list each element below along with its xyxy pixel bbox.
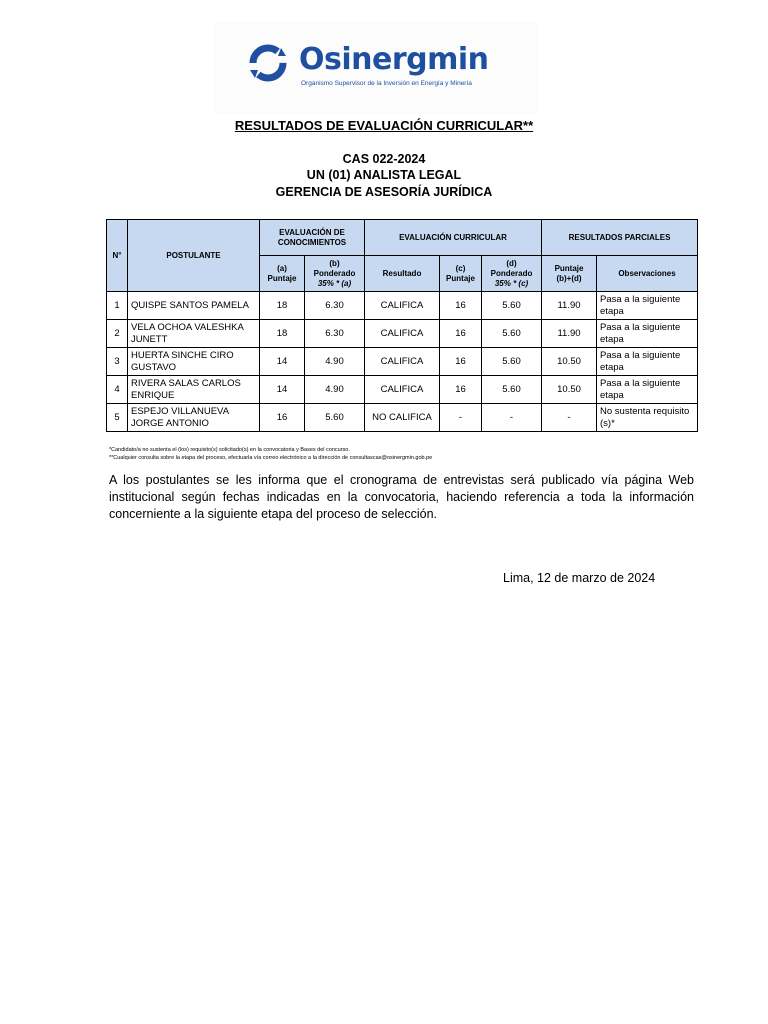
row-puntaje-a: 14 [260, 348, 305, 376]
header-d-formula: 35% * (c) [494, 278, 529, 288]
row-observaciones: Pasa a la siguiente etapa [597, 292, 698, 320]
row-number: 1 [107, 292, 128, 320]
row-postulante: ESPEJO VILLANUEVA JORGE ANTONIO [128, 404, 260, 432]
row-resultado: CALIFICA [365, 376, 440, 404]
osinergmin-emblem-icon [245, 40, 291, 86]
table-row [107, 292, 698, 320]
table-row [107, 404, 698, 432]
row-puntaje-total: 11.90 [542, 320, 597, 348]
row-puntaje-total: - [542, 404, 597, 432]
row-resultado: CALIFICA [365, 292, 440, 320]
header-b-label: (b) [329, 258, 340, 268]
document-subtitle-position: UN (01) ANALISTA LEGAL [306, 168, 462, 182]
row-puntaje-c: 16 [440, 320, 482, 348]
row-postulante: VELA OCHOA VALESHKA JUNETT [128, 320, 260, 348]
row-puntaje-c: - [440, 404, 482, 432]
header-c-label: (c) [455, 263, 466, 273]
document-title: RESULTADOS DE EVALUACIÓN CURRICULAR** [234, 118, 534, 133]
row-puntaje-a: 18 [260, 292, 305, 320]
table-row [107, 348, 698, 376]
header-c-puntaje [440, 256, 482, 292]
header-eval-curricular: EVALUACIÓN CURRICULAR [365, 220, 542, 256]
osinergmin-logo [215, 22, 537, 114]
header-postulante: POSTULANTE [128, 220, 260, 292]
row-puntaje-c: 16 [440, 348, 482, 376]
row-resultado: NO CALIFICA [365, 404, 440, 432]
row-number: 4 [107, 376, 128, 404]
header-a-puntaje-label: Puntaje [267, 273, 297, 283]
row-ponderado-b: 5.60 [305, 404, 365, 432]
table-row [107, 376, 698, 404]
header-resultados-parciales: RESULTADOS PARCIALES [542, 220, 698, 256]
footnote-requisito: *Candidato/a no sustenta el (los) requisito(s) solicitado(s) en la convocatoria y Bases del concurso. [109, 447, 350, 453]
footnotes [109, 446, 432, 462]
header-puntaje-label: Puntaje [554, 263, 584, 273]
info-paragraph: A los postulantes se les informa que el cronograma de entrevistas será publicado vía página Web institucional según fechas indicadas en la convocatoria, haciendo referencia a toda la información concerniente a la siguiente etapa del proceso de selección. [109, 473, 694, 521]
logo-name: Osinergmin [299, 42, 489, 77]
row-ponderado-d: - [482, 404, 542, 432]
header-d-ponderado [482, 256, 542, 292]
row-ponderado-d: 5.60 [482, 320, 542, 348]
document-subtitle-department: GERENCIA DE ASESORÍA JURÍDICA [275, 185, 493, 199]
row-ponderado-b: 4.90 [305, 376, 365, 404]
row-puntaje-total: 11.90 [542, 292, 597, 320]
header-a-puntaje [260, 256, 305, 292]
row-puntaje-a: 14 [260, 376, 305, 404]
header-c-puntaje-label: Puntaje [446, 273, 475, 283]
table-row [107, 320, 698, 348]
header-observaciones: Observaciones [597, 256, 698, 292]
row-ponderado-d: 5.60 [482, 348, 542, 376]
header-b-ponderado-label: Ponderado [313, 268, 356, 278]
row-number: 5 [107, 404, 128, 432]
row-number: 3 [107, 348, 128, 376]
header-b-formula: 35% * (a) [317, 278, 352, 288]
row-resultado: CALIFICA [365, 348, 440, 376]
row-puntaje-c: 16 [440, 292, 482, 320]
header-resultado: Resultado [365, 256, 440, 292]
header-d-label: (d) [506, 258, 517, 268]
row-ponderado-d: 5.60 [482, 376, 542, 404]
row-ponderado-b: 6.30 [305, 292, 365, 320]
header-n: N° [107, 220, 128, 292]
row-observaciones: Pasa a la siguiente etapa [597, 348, 698, 376]
row-ponderado-b: 6.30 [305, 320, 365, 348]
logo-tagline: Organismo Supervisor de la Inversión en Energía y Minería [301, 80, 472, 87]
row-postulante: RIVERA SALAS CARLOS ENRIQUE [128, 376, 260, 404]
row-observaciones: No sustenta requisito (s)* [597, 404, 698, 432]
header-eval-conocimientos: EVALUACIÓN DE CONOCIMIENTOS [260, 220, 365, 256]
row-postulante: HUERTA SINCHE CIRO GUSTAVO [128, 348, 260, 376]
row-puntaje-total: 10.50 [542, 348, 597, 376]
header-b-ponderado [305, 256, 365, 292]
row-observaciones: Pasa a la siguiente etapa [597, 376, 698, 404]
document-subtitle-cas: CAS 022-2024 [342, 152, 426, 166]
results-table [106, 219, 698, 432]
row-puntaje-total: 10.50 [542, 376, 597, 404]
footnote-consulta: **Cualquier consulta sobre la etapa del proceso, efectuarla vía correo electrónico a la dirección de consultascas@osinergmin.gob.pe [109, 455, 433, 461]
header-puntaje-total [542, 256, 597, 292]
row-number: 2 [107, 320, 128, 348]
row-observaciones: Pasa a la siguiente etapa [597, 320, 698, 348]
row-puntaje-c: 16 [440, 376, 482, 404]
row-ponderado-b: 4.90 [305, 348, 365, 376]
row-postulante: QUISPE SANTOS PAMELA [128, 292, 260, 320]
header-a-label: (a) [277, 263, 287, 273]
date-line: Lima, 12 de marzo de 2024 [503, 571, 656, 585]
row-resultado: CALIFICA [365, 320, 440, 348]
row-ponderado-d: 5.60 [482, 292, 542, 320]
row-puntaje-a: 16 [260, 404, 305, 432]
row-puntaje-a: 18 [260, 320, 305, 348]
header-puntaje-formula: (b)+(d) [556, 273, 582, 283]
header-d-ponderado-label: Ponderado [490, 268, 533, 278]
